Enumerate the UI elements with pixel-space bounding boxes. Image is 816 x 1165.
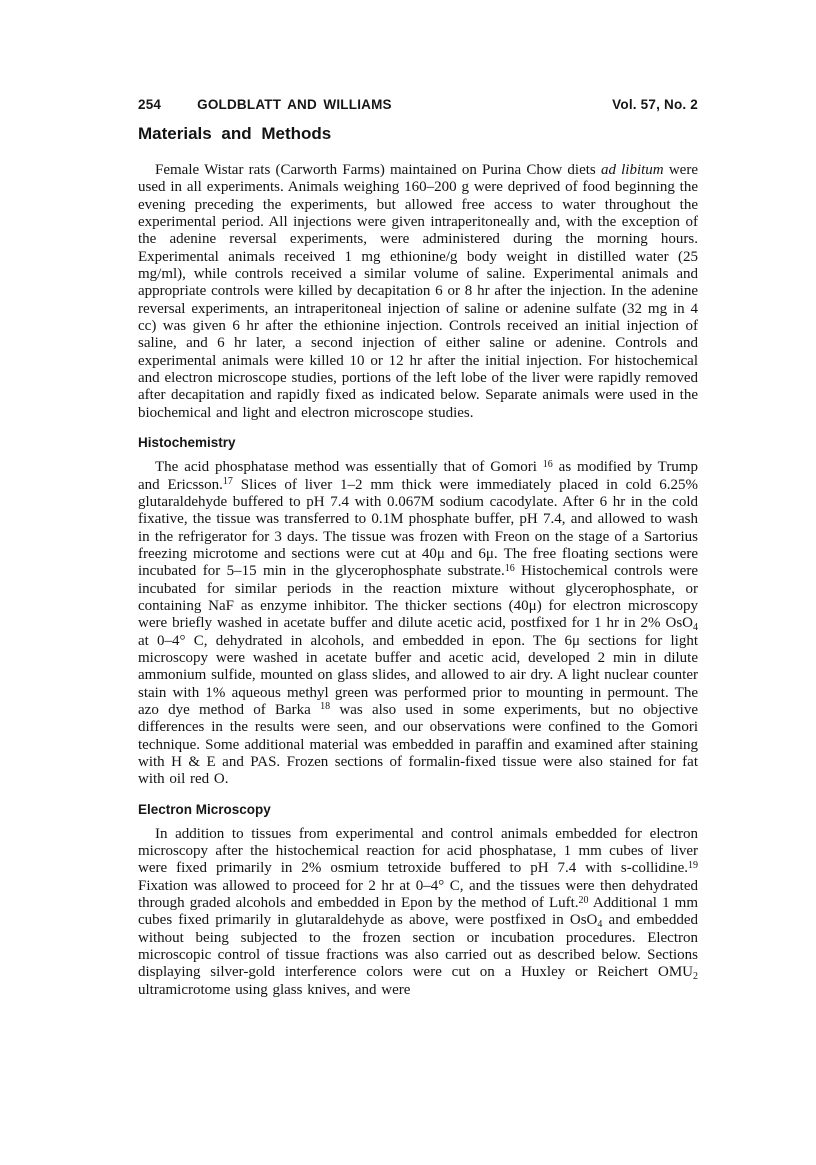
- paragraph: Female Wistar rats (Carworth Farms) maintained on Purina Chow diets ad libitum were used in all experiments. Animals weighing 160–200 g were deprived of food beginning the evening preceding the experiments, but allowed free access to water throughout the experimental period. All injections were given intraperitoneally and, with the exception of the adenine reversal experiments, were administered during the morning hours. Experimental animals received 1 mg ethionine/g body weight in distilled water (25 mg/ml), while controls received a similar volume of saline. Experimental animals and appropriate controls were killed by decapitation 6 or 8 hr after the injection. In the adenine reversal experiments, an intraperitoneal injection of saline or adenine sulfate (32 mg in 4 cc) was given 6 hr after the ethionine injection. Controls received an initial injection of saline, and 6 hr later, a second injection of either saline or adenine. Controls and experimental animals were killed 10 or 12 hr after the initial injection. For histochemical and electron microscope studies, portions of the left lobe of the liver were rapidly removed after decapitation and rapidly fixed as indicated below. Separate animals were used in the biochemical and light and electron microscope studies.: [138, 162, 698, 421]
- paragraph: The acid phosphatase method was essentially that of Gomori $^{16}$ as modified by Trump and Ericsson.$^{17}$ Slices of liver 1–2 mm thick were immediately placed in cold 6.25% glutaraldehyde buffered to pH 7.4 with 0.067M sodium cacodylate. After 6 hr in the cold fixative, the tissue was transferred to 0.1M phosphate buffer, pH 7.4, and allowed to wash in the refrigerator for 3 days. The tissue was frozen with Freon on the stage of a Sartorius freezing microtome and sections were cut at 40μ and 6μ. The free floating sections were incubated for 5–15 min in the glycerophosphate substrate.$^{16}$ Histochemical controls were incubated for similar periods in the reaction mixture without glycerophosphate, or containing NaF as enzyme inhibitor. The thicker sections (40μ) for electron microscopy were briefly washed in acetate buffer and dilute acetic acid, postfixed for 1 hr in 2% OsO$_4$ at 0–4° C, dehydrated in alcohols, and embedded in epon. The 6μ sections for light microscopy were washed in acetate buffer and acetic acid, developed 2 min in dilute ammonium sulfide, mounted on glass slides, and allowed to air dry. A light nuclear counter stain with 1% aqueous methyl green was performed prior to mounting in permount. The azo dye method of Barka $^{18}$ was also used in some experiments, but no objective differences in the results were seen, and our observations were confined to the Gomori technique. Some additional material was embedded in paraffin and examined after staining with H & E and PAS. Frozen sections of formalin-fixed tissue were also stained for fat with oil red O.: [138, 458, 699, 788]
- subsection-heading: Histochemistry: [138, 435, 236, 451]
- page-number: 254: [138, 97, 162, 112]
- subsection-heading: Electron Microscopy: [138, 801, 271, 817]
- section-title: Materials and Methods: [138, 124, 332, 143]
- volume-issue-info: Vol. 57, No. 2: [612, 97, 698, 112]
- running-title: GOLDBLATT AND WILLIAMS: [197, 97, 392, 112]
- content-sections: [138, 162, 698, 999]
- page-header: [138, 97, 698, 112]
- text-block: [138, 97, 698, 999]
- paragraph: In addition to tissues from experimental and control animals embedded for electron microscopy after the histochemical reaction for acid phosphatase, 1 mm cubes of liver were fixed primarily in 2% osmium tetroxide buffered to pH 7.4 with s-collidine.$^{19}$ Fixation was allowed to proceed for 2 hr at 0–4° C, and the tissues were then dehydrated through graded alcohols and embedded in Epon by the method of Luft.$^{20}$ Additional 1 mm cubes fixed primarily in glutaraldehyde as above, were postfixed in OsO$_4$ and embedded without being subjected to the frozen section or incubation procedures. Electron microscopic control of tissue fractions was also carried out as described below. Sections displaying silver-gold interference colors were cut on a Huxley or Reichert $OMU_2$ ultramicrotome using glass knives, and were: [138, 825, 699, 998]
